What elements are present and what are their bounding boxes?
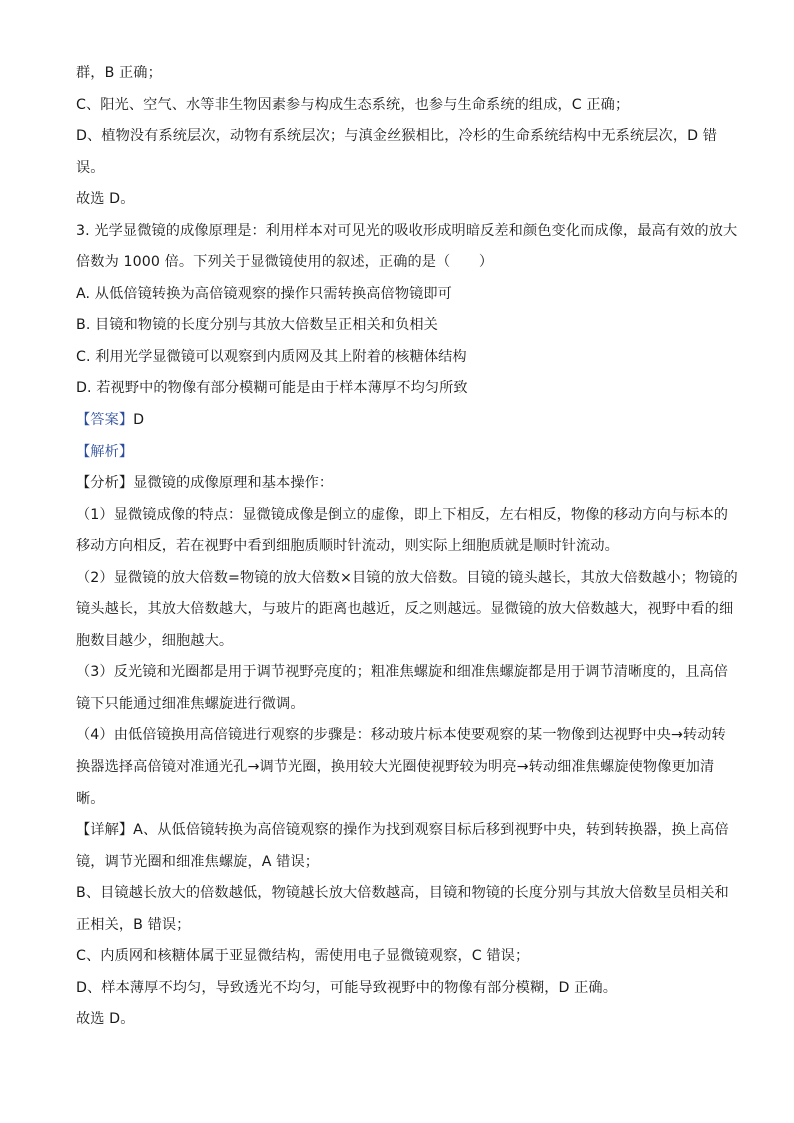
detail-b: 正相关，B 错误； bbox=[76, 916, 191, 933]
analysis-point-4: 晰。 bbox=[76, 790, 105, 807]
explanation-tag: 【解析】 bbox=[76, 443, 134, 460]
option-a: A. 从低倍镜转换为高倍镜观察的操作只需转换高倍物镜即可 bbox=[76, 285, 452, 302]
prev-answer-line: 误。 bbox=[76, 159, 105, 176]
prev-answer-line: C、阳光、空气、水等非生物因素参与构成生态系统，也参与生命系统的组成，C 正确； bbox=[76, 96, 630, 113]
detail-b: B、目镜越长放大的倍数越低，物镜越长放大倍数越高，目镜和物镜的长度分别与其放大倍数呈员相关和 bbox=[76, 885, 729, 902]
answer-line bbox=[76, 410, 726, 431]
analysis-point-2: （2）显微镜的放大倍数=物镜的放大倍数×目镜的放大倍数。目镜的镜头越长，其放大倍数越小；物镜的 bbox=[76, 569, 738, 586]
analysis-point-1: 移动方向相反，若在视野中看到细胞质顺时针流动，则实际上细胞质就是顺时针流动。 bbox=[76, 538, 619, 555]
document-page bbox=[76, 63, 738, 1041]
detail-a: A、从低倍镜转换为高倍镜观察的操作为找到观察目标后移到视野中央，转到转换器，换上高倍 bbox=[133, 822, 729, 839]
analysis-point-2: 镜头越长，其放大倍数越大，与玻片的距离也越近，反之则越远。显微镜的放大倍数越大，视野中看的细 bbox=[76, 601, 734, 618]
analysis-point-4: （4）由低倍镜换用高倍镜进行观察的步骤是：移动玻片标本使要观察的某一物像到达视野中央→转动转 bbox=[76, 727, 726, 744]
answer-value: D bbox=[133, 412, 145, 429]
option-c: C. 利用光学显微镜可以观察到内质网及其上附着的核糖体结构 bbox=[76, 348, 467, 365]
prev-answer-line: D、植物没有系统层次，动物有系统层次；与滇金丝猴相比，冷杉的生命系统结构中无系统层次，D 错 bbox=[76, 128, 718, 145]
detail-a: 镜，调节光圈和细准焦螺旋，A 错误； bbox=[76, 853, 320, 870]
analysis-point-3: （3）反光镜和光圈都是用于调节视野亮度的；粗准焦螺旋和细准焦螺旋都是用于调节清晰度的，且高倍 bbox=[76, 664, 729, 681]
analysis-point-1: （1）显微镜成像的特点：显微镜成像是倒立的虚像，即上下相反，左右相反，物像的移动方向与标本的 bbox=[76, 506, 729, 523]
detail-tag: 【详解】 bbox=[76, 822, 134, 839]
prev-answer-conclusion: 故选 D。 bbox=[76, 191, 135, 208]
detail-d: D、样本薄厚不均匀，导致透光不均匀，可能导致视野中的物像有部分模糊，D 正确。 bbox=[76, 979, 618, 996]
answer-tag: 【答案】 bbox=[76, 412, 134, 429]
option-b: B. 目镜和物镜的长度分别与其放大倍数呈正相关和负相关 bbox=[76, 317, 438, 334]
analysis-tag: 【分析】 bbox=[76, 475, 134, 492]
question-stem: 倍数为 1000 倍。下列关于显微镜使用的叙述，正确的是（ ） bbox=[76, 254, 494, 271]
detail-line bbox=[76, 820, 729, 841]
analysis-point-2: 胞数目越少，细胞越大。 bbox=[76, 632, 234, 649]
detail-conclusion: 故选 D。 bbox=[76, 1011, 135, 1028]
explanation-line bbox=[76, 442, 726, 463]
option-d: D. 若视野中的物像有部分模糊可能是由于样本薄厚不均匀所致 bbox=[76, 380, 468, 397]
detail-c: C、内质网和核糖体属于亚显微结构，需使用电子显微镜观察，C 错误； bbox=[76, 948, 530, 965]
analysis-line bbox=[76, 473, 726, 494]
analysis-intro: 显微镜的成像原理和基本操作： bbox=[133, 475, 334, 492]
question-stem: 3. 光学显微镜的成像原理是：利用样本对可见光的吸收形成明暗反差和颜色变化而成像，最高有效的放大 bbox=[76, 222, 738, 239]
prev-answer-line: 群，B 正确； bbox=[76, 65, 162, 81]
analysis-point-4: 换器选择高倍镜对准通光孔→调节光圈，换用较大光圈使视野较为明亮→转动细准焦螺旋使物像更加清 bbox=[76, 759, 715, 776]
analysis-point-3: 镜下只能通过细准焦螺旋进行微调。 bbox=[76, 695, 305, 712]
